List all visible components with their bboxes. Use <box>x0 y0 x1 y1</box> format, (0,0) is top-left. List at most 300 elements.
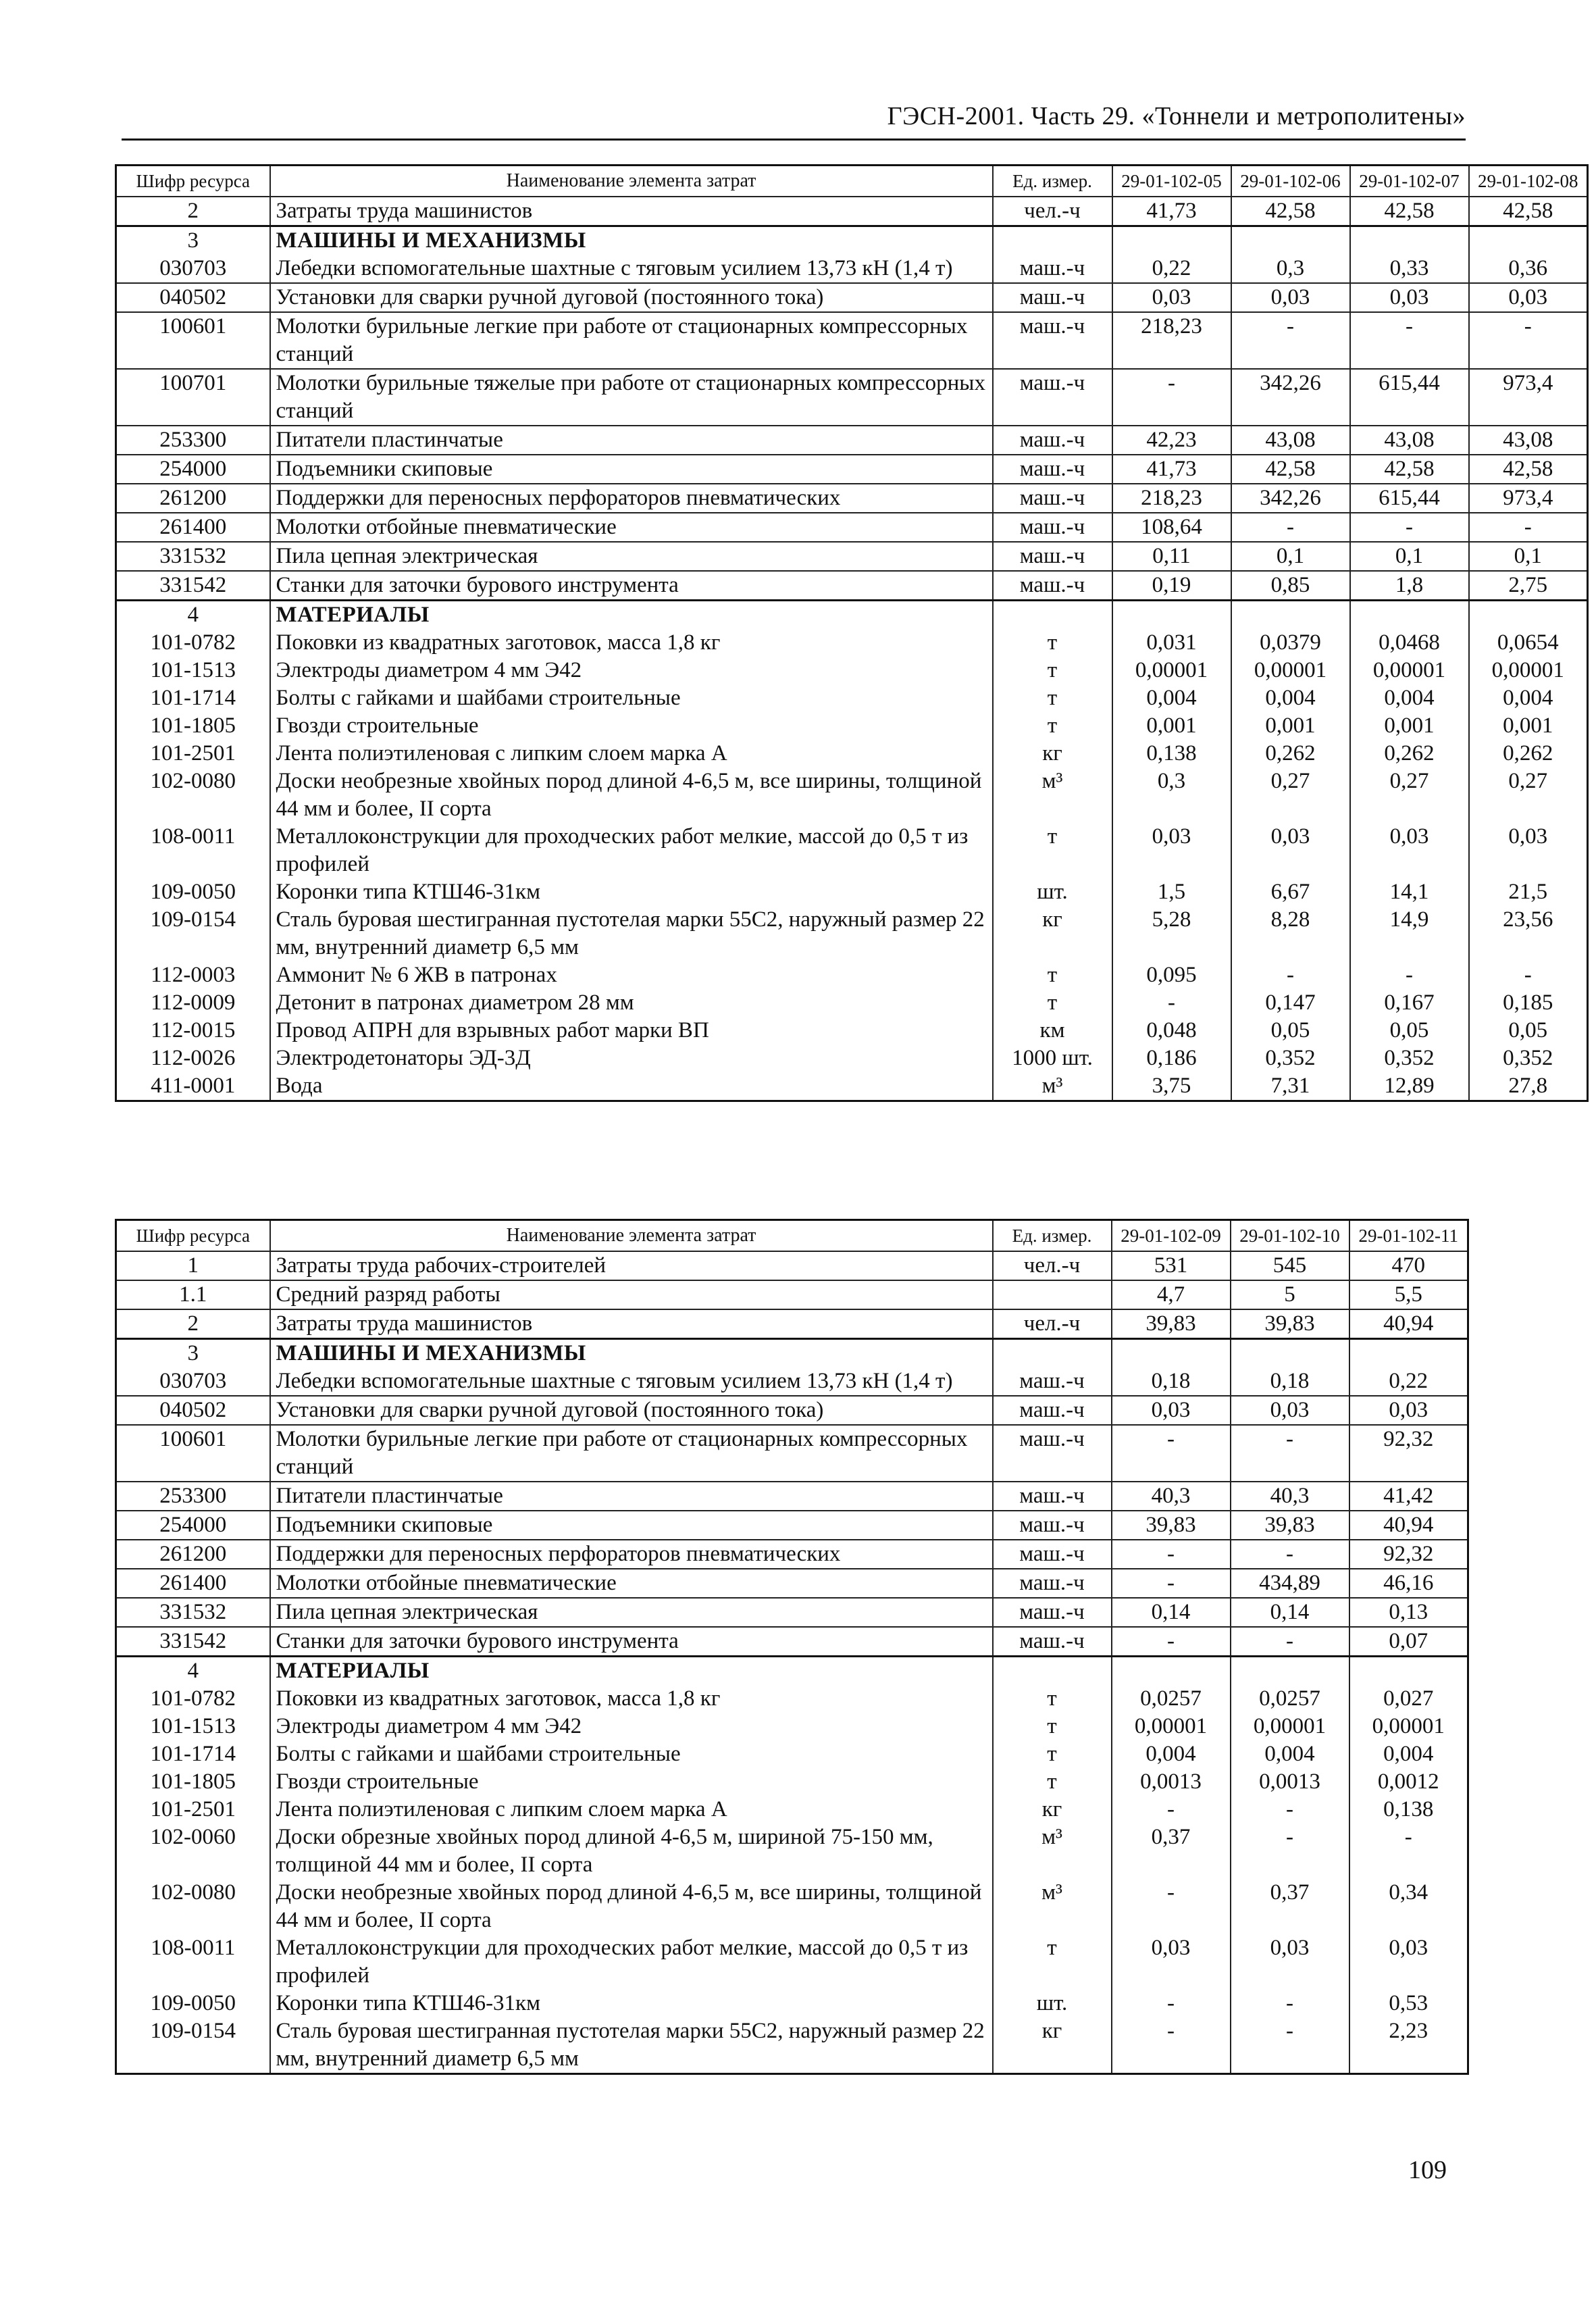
norm-value-cell <box>1231 1657 1349 1686</box>
cost-element-name-cell: Питатели пластинчатые <box>270 1482 993 1511</box>
table-row <box>116 684 1588 712</box>
unit-cell: маш.-ч <box>993 1367 1112 1396</box>
norm-value-cell: 0,03 <box>1112 283 1231 312</box>
cost-element-name-cell: Поддержки для переносных перфораторов пневматических <box>270 1540 993 1569</box>
norm-value-cell: - <box>1231 1823 1349 1879</box>
norm-value-cell: 0,138 <box>1112 740 1231 768</box>
norm-value-cell: 0,03 <box>1349 1934 1468 1990</box>
resource-code-cell: 331532 <box>116 1598 270 1627</box>
cost-element-name-cell: Болты с гайками и шайбами строительные <box>270 1740 993 1768</box>
table-row <box>116 1367 1468 1396</box>
table-row <box>116 961 1588 989</box>
norm-value-cell <box>1231 1339 1349 1368</box>
resource-code-cell: 030703 <box>116 1367 270 1396</box>
norm-value-cell: 0,07 <box>1349 1627 1468 1657</box>
norm-value-cell: - <box>1112 1990 1231 2017</box>
norm-value-cell: 0,03 <box>1350 823 1469 878</box>
resource-code-cell: 109-0154 <box>116 906 270 961</box>
norm-value-cell: - <box>1350 513 1469 542</box>
resource-code-cell: 112-0003 <box>116 961 270 989</box>
table-row <box>116 1045 1588 1072</box>
norm-value-cell: 0,001 <box>1231 712 1350 740</box>
norm-value-cell: 0,03 <box>1349 1396 1468 1425</box>
resource-code-cell: 261200 <box>116 1540 270 1569</box>
unit-cell: т <box>993 1740 1112 1768</box>
unit-cell: шт. <box>993 1990 1112 2017</box>
resource-code-cell: 2 <box>116 197 270 226</box>
resource-code-cell: 254000 <box>116 455 270 484</box>
header-unit: Ед. измер. <box>993 166 1112 197</box>
cost-element-name-cell: Металлоконструкции для проходческих работ мелкие, массой до 0,5 т из профилей <box>270 1934 993 1990</box>
resource-code-cell: 101-1513 <box>116 1713 270 1740</box>
unit-cell: чел.-ч <box>993 1251 1112 1280</box>
norm-value-cell: 0,031 <box>1112 629 1231 657</box>
resource-code-cell: 411-0001 <box>116 1072 270 1101</box>
unit-cell: кг <box>993 740 1112 768</box>
norm-value-cell: 0,0013 <box>1231 1768 1349 1796</box>
norm-value-cell <box>1349 1657 1468 1686</box>
norm-value-cell: 39,83 <box>1231 1309 1349 1339</box>
norm-value-cell: - <box>1231 1796 1349 1823</box>
unit-cell: т <box>993 1685 1112 1713</box>
norm-value-cell: - <box>1469 961 1588 989</box>
table-row <box>116 1309 1468 1339</box>
resource-code-cell: 253300 <box>116 426 270 455</box>
norm-value-cell: 0,262 <box>1350 740 1469 768</box>
cost-element-name-cell: Установки для сварки ручной дуговой (постоянного тока) <box>270 1396 993 1425</box>
cost-element-name-cell: Подъемники скиповые <box>270 1511 993 1540</box>
table-row <box>116 542 1588 571</box>
cost-element-name-cell: Сталь буровая шестигранная пустотелая марки 55С2, наружный размер 22 мм, внутренний диаметр 6,5 мм <box>270 2017 993 2074</box>
norm-value-cell: 0,03 <box>1350 283 1469 312</box>
table-row <box>116 1879 1468 1934</box>
norm-value-cell: 5,28 <box>1112 906 1231 961</box>
norm-value-cell: 0,19 <box>1112 571 1231 601</box>
table-row <box>116 1740 1468 1768</box>
cost-element-name-cell: Затраты труда машинистов <box>270 1309 993 1339</box>
cost-element-name-cell: Провод АПРН для взрывных работ марки ВП <box>270 1017 993 1045</box>
norm-value-cell: 41,42 <box>1349 1482 1468 1511</box>
norm-value-cell: - <box>1112 1425 1231 1482</box>
cost-element-name-cell: Болты с гайками и шайбами строительные <box>270 684 993 712</box>
norm-value-cell: 0,0379 <box>1231 629 1350 657</box>
norm-value-cell: 0,3 <box>1112 768 1231 823</box>
unit-cell: маш.-ч <box>993 513 1112 542</box>
resource-code-cell: 100601 <box>116 312 270 369</box>
norm-value-cell: 0,0468 <box>1350 629 1469 657</box>
norm-value-cell: - <box>1469 312 1588 369</box>
norm-value-cell: 21,5 <box>1469 878 1588 906</box>
unit-cell: т <box>993 1713 1112 1740</box>
norm-value-cell <box>1350 601 1469 630</box>
norm-value-cell: 0,27 <box>1350 768 1469 823</box>
norm-value-cell: 0,001 <box>1350 712 1469 740</box>
norm-value-cell: 0,027 <box>1349 1685 1468 1713</box>
cost-element-name-cell: Молотки бурильные тяжелые при работе от стационарных компрессорных станций <box>270 369 993 426</box>
norm-value-cell: 531 <box>1112 1251 1231 1280</box>
table-row <box>116 1934 1468 1990</box>
table-row <box>116 2017 1468 2074</box>
unit-cell <box>993 1339 1112 1368</box>
norm-value-cell: 218,23 <box>1112 312 1231 369</box>
norm-value-cell: 0,004 <box>1349 1740 1468 1768</box>
table-row <box>116 906 1588 961</box>
unit-cell: маш.-ч <box>993 542 1112 571</box>
unit-cell: маш.-ч <box>993 426 1112 455</box>
norm-value-cell: 0,03 <box>1231 283 1350 312</box>
norm-value-cell: - <box>1112 1540 1231 1569</box>
unit-cell: маш.-ч <box>993 283 1112 312</box>
cost-element-name-cell: Электродетонаторы ЭД-3Д <box>270 1045 993 1072</box>
table-row <box>116 571 1588 601</box>
norm-value-cell: 0,004 <box>1112 1740 1231 1768</box>
cost-element-name-cell: МАТЕРИАЛЫ <box>270 1657 993 1686</box>
unit-cell: м³ <box>993 768 1112 823</box>
unit-cell: т <box>993 629 1112 657</box>
cost-element-name-cell: Станки для заточки бурового инструмента <box>270 571 993 601</box>
cost-element-name-cell: Поковки из квадратных заготовок, масса 1,8 кг <box>270 629 993 657</box>
norm-value-cell: 40,3 <box>1112 1482 1231 1511</box>
norm-value-cell: 0,147 <box>1231 989 1350 1017</box>
norm-value-cell: 41,73 <box>1112 197 1231 226</box>
table-row <box>116 1823 1468 1879</box>
norm-value-cell: - <box>1112 2017 1231 2074</box>
unit-cell: маш.-ч <box>993 1425 1112 1482</box>
unit-cell: маш.-ч <box>993 1511 1112 1540</box>
unit-cell: маш.-ч <box>993 1627 1112 1657</box>
cost-element-name-cell: Доски обрезные хвойных пород длиной 4-6,5 м, шириной 75-150 мм, толщиной 44 мм и более, II сорта <box>270 1823 993 1879</box>
unit-cell: маш.-ч <box>993 1569 1112 1598</box>
cost-element-name-cell: Поддержки для переносных перфораторов пневматических <box>270 484 993 513</box>
unit-cell: м³ <box>993 1879 1112 1934</box>
norm-value-cell: - <box>1231 312 1350 369</box>
table-row <box>116 1598 1468 1627</box>
cost-element-name-cell: Детонит в патронах диаметром 28 мм <box>270 989 993 1017</box>
resource-code-cell: 100601 <box>116 1425 270 1482</box>
norm-value-cell: - <box>1112 1796 1231 1823</box>
cost-element-name-cell: Питатели пластинчатые <box>270 426 993 455</box>
norm-value-cell: 8,28 <box>1231 906 1350 961</box>
resource-code-cell: 4 <box>116 1657 270 1686</box>
cost-element-name-cell: Пила цепная электрическая <box>270 542 993 571</box>
norm-value-cell: 2,23 <box>1349 2017 1468 2074</box>
norm-value-cell: 0,138 <box>1349 1796 1468 1823</box>
norm-value-cell: 0,001 <box>1112 712 1231 740</box>
unit-cell: маш.-ч <box>993 255 1112 283</box>
norm-value-cell: 0,03 <box>1112 823 1231 878</box>
resource-code-cell: 101-2501 <box>116 740 270 768</box>
norm-value-cell: - <box>1112 369 1231 426</box>
norm-value-cell: 5,5 <box>1349 1280 1468 1309</box>
cost-element-name-cell: Установки для сварки ручной дуговой (постоянного тока) <box>270 283 993 312</box>
norm-value-cell: - <box>1231 1990 1349 2017</box>
norm-value-cell: - <box>1231 961 1350 989</box>
page-number: 109 <box>1408 2156 1447 2184</box>
norm-value-cell: 0,13 <box>1349 1598 1468 1627</box>
header-col: 29-01-102-09 <box>1112 1220 1231 1252</box>
resource-code-cell: 261400 <box>116 1569 270 1598</box>
norm-value-cell: 0,048 <box>1112 1017 1231 1045</box>
norm-value-cell: 14,1 <box>1350 878 1469 906</box>
resource-code-cell: 101-2501 <box>116 1796 270 1823</box>
resource-code-cell: 331542 <box>116 571 270 601</box>
norm-value-cell: 0,1 <box>1350 542 1469 571</box>
cost-element-name-cell: МАТЕРИАЛЫ <box>270 601 993 630</box>
unit-cell: маш.-ч <box>993 1598 1112 1627</box>
norm-value-cell <box>1469 226 1588 255</box>
norm-value-cell: 0,85 <box>1231 571 1350 601</box>
norm-value-cell: 4,7 <box>1112 1280 1231 1309</box>
norm-value-cell: 39,83 <box>1231 1511 1349 1540</box>
norm-value-cell: 1,5 <box>1112 878 1231 906</box>
norm-value-cell: 0,53 <box>1349 1990 1468 2017</box>
norm-value-cell: 0,352 <box>1231 1045 1350 1072</box>
norm-value-cell: 0,37 <box>1231 1879 1349 1934</box>
norm-value-cell: 0,0654 <box>1469 629 1588 657</box>
norm-value-cell: 0,00001 <box>1349 1713 1468 1740</box>
table-row <box>116 878 1588 906</box>
norm-value-cell: 108,64 <box>1112 513 1231 542</box>
header-col: 29-01-102-10 <box>1231 1220 1349 1252</box>
resource-code-cell: 101-1714 <box>116 684 270 712</box>
cost-element-name-cell: Коронки типа КТШ46-31км <box>270 878 993 906</box>
norm-value-cell <box>1112 601 1231 630</box>
cost-element-name-cell: Коронки типа КТШ46-31км <box>270 1990 993 2017</box>
header-name: Наименование элемента затрат <box>270 1220 993 1252</box>
norm-value-cell: 615,44 <box>1350 484 1469 513</box>
header-col: 29-01-102-07 <box>1350 166 1469 197</box>
cost-element-name-cell: Лента полиэтиленовая с липким слоем марка А <box>270 740 993 768</box>
norm-value-cell: 0,03 <box>1231 1934 1349 1990</box>
norm-value-cell: 0,05 <box>1231 1017 1350 1045</box>
table-row <box>116 657 1588 684</box>
table-row <box>116 629 1588 657</box>
resource-code-cell: 254000 <box>116 1511 270 1540</box>
table-row <box>116 1540 1468 1569</box>
table-row <box>116 1251 1468 1280</box>
norm-value-cell: 92,32 <box>1349 1425 1468 1482</box>
resource-code-cell: 331542 <box>116 1627 270 1657</box>
norm-value-cell: 342,26 <box>1231 484 1350 513</box>
norm-value-cell: 0,095 <box>1112 961 1231 989</box>
unit-cell <box>993 1657 1112 1686</box>
norm-value-cell: 0,03 <box>1469 823 1588 878</box>
table-row <box>116 989 1588 1017</box>
norm-value-cell: - <box>1112 1879 1231 1934</box>
norm-value-cell: 42,23 <box>1112 426 1231 455</box>
resource-code-cell: 101-1805 <box>116 1768 270 1796</box>
unit-cell: маш.-ч <box>993 455 1112 484</box>
table-row <box>116 426 1588 455</box>
resource-table-2 <box>115 1219 1469 2075</box>
unit-cell: 1000 шт. <box>993 1045 1112 1072</box>
unit-cell: км <box>993 1017 1112 1045</box>
norm-value-cell: 0,004 <box>1112 684 1231 712</box>
unit-cell: маш.-ч <box>993 571 1112 601</box>
norm-value-cell: 0,03 <box>1231 1396 1349 1425</box>
norm-value-cell: - <box>1231 1540 1349 1569</box>
resource-code-cell: 331532 <box>116 542 270 571</box>
table-row <box>116 484 1588 513</box>
norm-value-cell: 0,1 <box>1469 542 1588 571</box>
unit-cell: т <box>993 657 1112 684</box>
norm-value-cell: 0,00001 <box>1469 657 1588 684</box>
norm-value-cell: 46,16 <box>1349 1569 1468 1598</box>
table-row <box>116 1796 1468 1823</box>
norm-value-cell: - <box>1469 513 1588 542</box>
resource-code-cell: 3 <box>116 1339 270 1368</box>
norm-value-cell: 0,18 <box>1231 1367 1349 1396</box>
norm-value-cell: - <box>1112 1569 1231 1598</box>
norm-value-cell <box>1469 601 1588 630</box>
unit-cell: кг <box>993 1796 1112 1823</box>
cost-element-name-cell: Гвозди строительные <box>270 712 993 740</box>
cost-element-name-cell: Гвозди строительные <box>270 1768 993 1796</box>
table-row <box>116 1768 1468 1796</box>
norm-value-cell: 0,004 <box>1350 684 1469 712</box>
norm-value-cell: 342,26 <box>1231 369 1350 426</box>
resource-code-cell: 101-1513 <box>116 657 270 684</box>
norm-value-cell: 0,262 <box>1469 740 1588 768</box>
unit-cell: маш.-ч <box>993 312 1112 369</box>
table-row <box>116 1017 1588 1045</box>
cost-element-name-cell: Молотки бурильные легкие при работе от стационарных компрессорных станций <box>270 1425 993 1482</box>
resource-code-cell: 3 <box>116 226 270 255</box>
table-row <box>116 601 1588 630</box>
norm-value-cell <box>1350 226 1469 255</box>
table-row <box>116 1685 1468 1713</box>
resource-table-1 <box>115 164 1589 1102</box>
norm-value-cell: 0,14 <box>1112 1598 1231 1627</box>
norm-value-cell: 0,004 <box>1231 1740 1349 1768</box>
unit-cell: кг <box>993 2017 1112 2074</box>
norm-value-cell: 2,75 <box>1469 571 1588 601</box>
header-code: Шифр ресурса <box>116 1220 270 1252</box>
norm-value-cell: 218,23 <box>1112 484 1231 513</box>
resource-code-cell: 102-0060 <box>116 1823 270 1879</box>
cost-element-name-cell: Затраты труда машинистов <box>270 197 993 226</box>
norm-value-cell: 470 <box>1349 1251 1468 1280</box>
norm-value-cell: 43,08 <box>1350 426 1469 455</box>
unit-cell: т <box>993 823 1112 878</box>
norm-value-cell: 41,73 <box>1112 455 1231 484</box>
table-row <box>116 1425 1468 1482</box>
norm-value-cell: 0,352 <box>1469 1045 1588 1072</box>
resource-code-cell: 040502 <box>116 283 270 312</box>
norm-value-cell: - <box>1231 513 1350 542</box>
table-row <box>116 740 1588 768</box>
unit-cell: маш.-ч <box>993 1540 1112 1569</box>
cost-element-name-cell: Молотки отбойные пневматические <box>270 1569 993 1598</box>
unit-cell: м³ <box>993 1823 1112 1879</box>
norm-value-cell: 0,0012 <box>1349 1768 1468 1796</box>
norm-value-cell: 0,001 <box>1469 712 1588 740</box>
norm-value-cell: 0,352 <box>1350 1045 1469 1072</box>
norm-value-cell: 0,34 <box>1349 1879 1468 1934</box>
table-row <box>116 1627 1468 1657</box>
norm-value-cell: 0,11 <box>1112 542 1231 571</box>
cost-element-name-cell: Пила цепная электрическая <box>270 1598 993 1627</box>
cost-element-name-cell: Лента полиэтиленовая с липким слоем марка А <box>270 1796 993 1823</box>
norm-value-cell: 42,58 <box>1350 197 1469 226</box>
cost-element-name-cell: Сталь буровая шестигранная пустотелая марки 55С2, наружный размер 22 мм, внутренний диаметр 6,5 мм <box>270 906 993 961</box>
cost-element-name-cell: Металлоконструкции для проходческих работ мелкие, массой до 0,5 т из профилей <box>270 823 993 878</box>
cost-element-name-cell: МАШИНЫ И МЕХАНИЗМЫ <box>270 226 993 255</box>
table-row <box>116 455 1588 484</box>
table-row <box>116 226 1588 255</box>
norm-value-cell: 0,03 <box>1469 283 1588 312</box>
norm-value-cell <box>1112 226 1231 255</box>
unit-cell <box>993 226 1112 255</box>
unit-cell: маш.-ч <box>993 1396 1112 1425</box>
header-code: Шифр ресурса <box>116 166 270 197</box>
norm-value-cell: 42,58 <box>1231 455 1350 484</box>
norm-value-cell: 23,56 <box>1469 906 1588 961</box>
table-row <box>116 768 1588 823</box>
table-row <box>116 1511 1468 1540</box>
norm-value-cell: 0,00001 <box>1350 657 1469 684</box>
norm-value-cell <box>1112 1657 1231 1686</box>
unit-cell: чел.-ч <box>993 197 1112 226</box>
norm-value-cell <box>1231 226 1350 255</box>
table-row <box>116 1339 1468 1368</box>
cost-element-name-cell: Доски необрезные хвойных пород длиной 4-6,5 м, все ширины, толщиной 44 мм и более, II сорта <box>270 768 993 823</box>
norm-value-cell: 973,4 <box>1469 369 1588 426</box>
norm-value-cell: 0,0257 <box>1231 1685 1349 1713</box>
page-header: ГЭСН-2001. Часть 29. «Тоннели и метрополитены» <box>887 102 1466 130</box>
norm-value-cell: - <box>1112 989 1231 1017</box>
table-row <box>116 1396 1468 1425</box>
norm-value-cell: 0,14 <box>1231 1598 1349 1627</box>
norm-value-cell: 40,94 <box>1349 1511 1468 1540</box>
norm-value-cell: 0,37 <box>1112 1823 1231 1879</box>
norm-value-cell: 545 <box>1231 1251 1349 1280</box>
resource-code-cell: 253300 <box>116 1482 270 1511</box>
resource-code-cell: 100701 <box>116 369 270 426</box>
table-row <box>116 513 1588 542</box>
cost-element-name-cell: Вода <box>270 1072 993 1101</box>
norm-value-cell: 0,05 <box>1469 1017 1588 1045</box>
header-unit: Ед. измер. <box>993 1220 1112 1252</box>
norm-value-cell: - <box>1112 1627 1231 1657</box>
norm-value-cell: 0,00001 <box>1112 1713 1231 1740</box>
norm-value-cell: 7,31 <box>1231 1072 1350 1101</box>
resource-code-cell: 040502 <box>116 1396 270 1425</box>
cost-element-name-cell: Молотки отбойные пневматические <box>270 513 993 542</box>
header-col: 29-01-102-11 <box>1349 1220 1468 1252</box>
cost-element-name-cell: Лебедки вспомогательные шахтные с тяговым усилием 13,73 кН (1,4 т) <box>270 1367 993 1396</box>
cost-element-name-cell: Подъемники скиповые <box>270 455 993 484</box>
cost-element-name-cell: Доски необрезные хвойных пород длиной 4-6,5 м, все ширины, толщиной 44 мм и более, II сорта <box>270 1879 993 1934</box>
resource-code-cell: 109-0050 <box>116 878 270 906</box>
resource-code-cell: 109-0154 <box>116 2017 270 2074</box>
table-row <box>116 1990 1468 2017</box>
resource-code-cell: 102-0080 <box>116 1879 270 1934</box>
norm-value-cell: 0,0013 <box>1112 1768 1231 1796</box>
unit-cell: маш.-ч <box>993 1482 1112 1511</box>
table-row <box>116 283 1588 312</box>
resource-code-cell: 101-0782 <box>116 1685 270 1713</box>
norm-value-cell: 0,00001 <box>1231 657 1350 684</box>
norm-value-cell: 0,33 <box>1350 255 1469 283</box>
norm-value-cell: 0,004 <box>1231 684 1350 712</box>
norm-value-cell: 0,167 <box>1350 989 1469 1017</box>
resource-code-cell: 108-0011 <box>116 1934 270 1990</box>
cost-element-name-cell: Лебедки вспомогательные шахтные с тяговым усилием 13,73 кН (1,4 т) <box>270 255 993 283</box>
norm-value-cell: 42,58 <box>1231 197 1350 226</box>
table-row <box>116 312 1588 369</box>
table-row <box>116 255 1588 283</box>
